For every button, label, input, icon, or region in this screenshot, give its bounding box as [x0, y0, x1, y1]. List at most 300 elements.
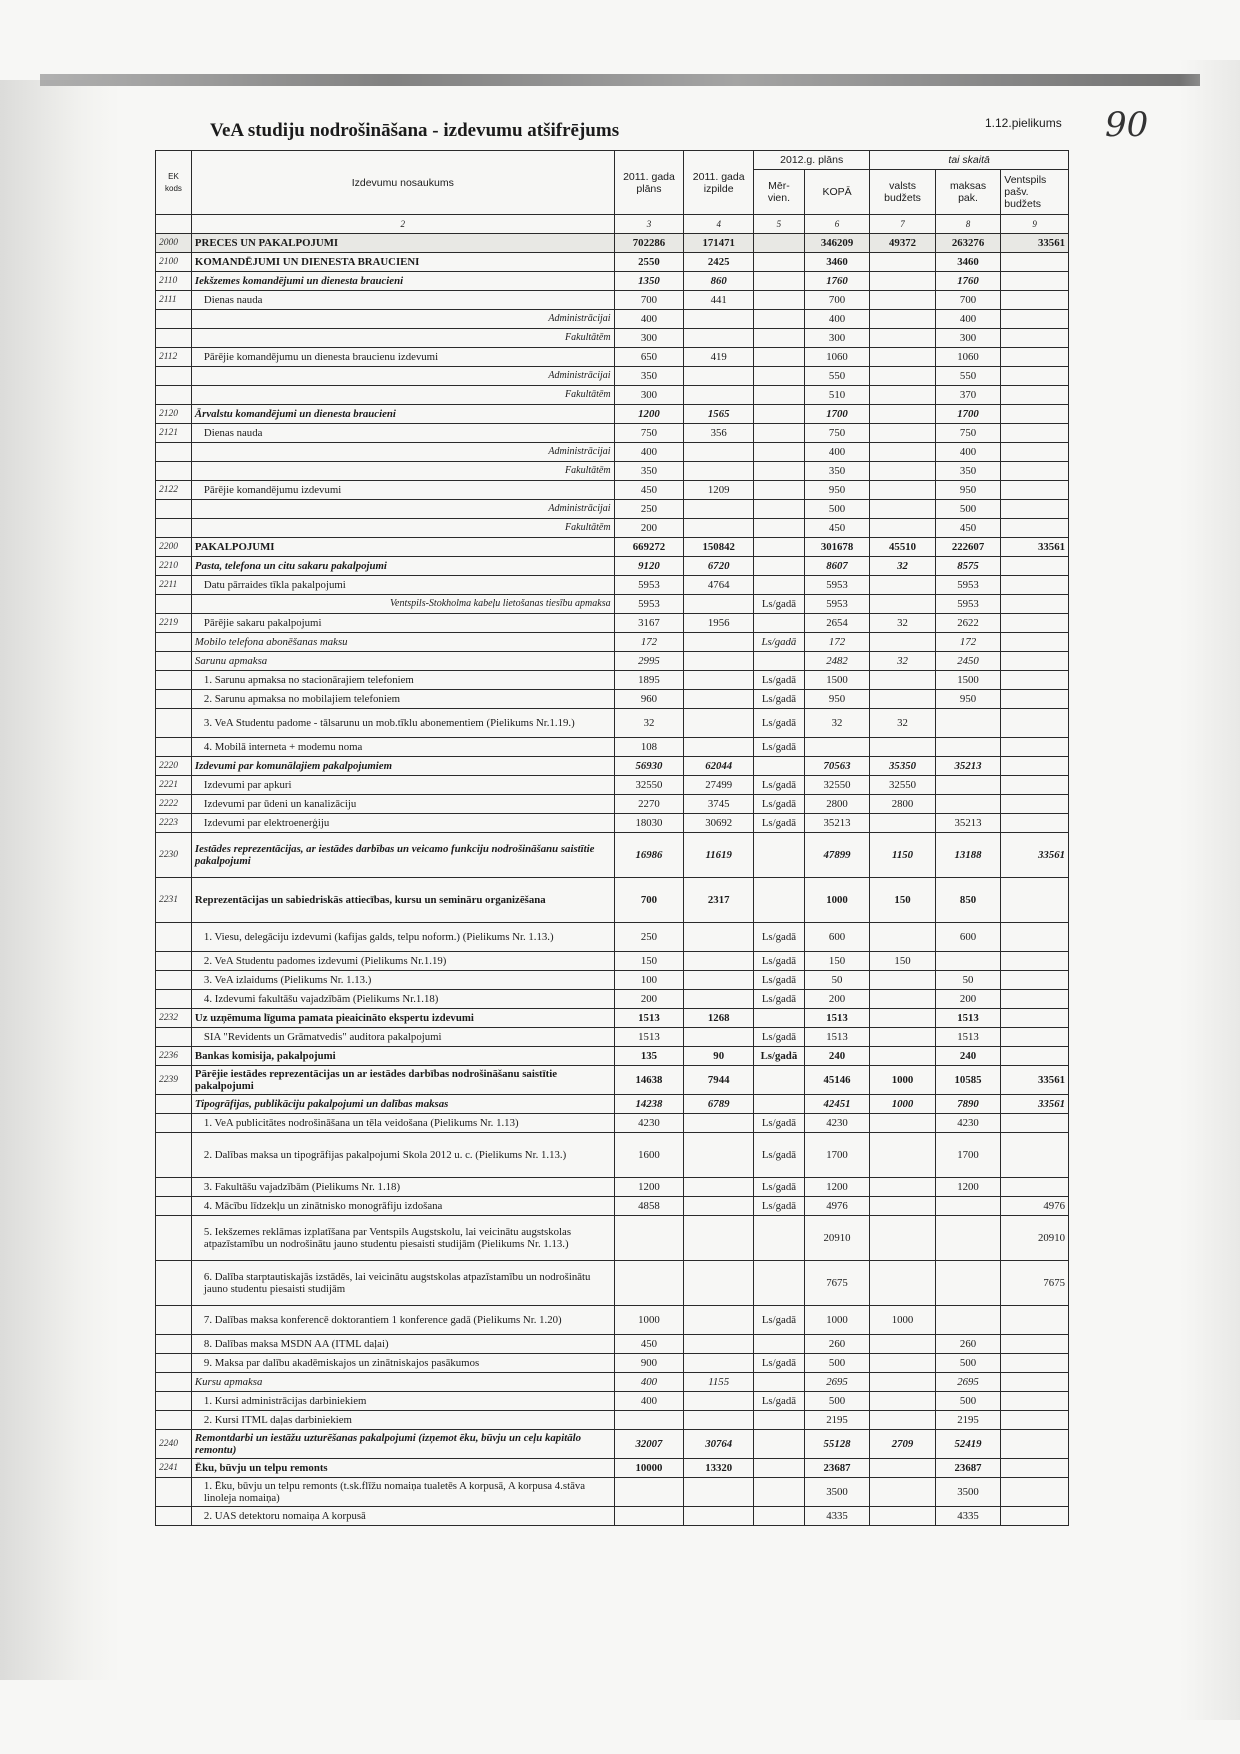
value-cell-c7 [870, 690, 936, 709]
value-cell-c6: 260 [804, 1335, 870, 1354]
value-cell-c6: 240 [804, 1047, 870, 1066]
expense-name-cell: Dienas nauda [191, 424, 614, 443]
table-row [156, 690, 1069, 709]
value-cell-c3: 702286 [614, 234, 684, 253]
value-cell-c8: 750 [935, 424, 1001, 443]
ek-code-cell [156, 1028, 192, 1047]
value-cell-c6: 3500 [804, 1478, 870, 1507]
value-cell-c8: 35213 [935, 814, 1001, 833]
value-cell-c5 [754, 462, 805, 481]
col-exec-2011: 2011. gada izpilde [684, 151, 754, 215]
value-cell-c7 [870, 576, 936, 595]
value-cell-c7 [870, 1373, 936, 1392]
value-cell-c3: 700 [614, 878, 684, 923]
value-cell-c3 [614, 1411, 684, 1430]
value-cell-c6: 150 [804, 952, 870, 971]
value-cell-c6 [804, 738, 870, 757]
value-cell-c9 [1001, 519, 1069, 538]
value-cell-c6: 750 [804, 424, 870, 443]
expense-name-cell: Pasta, telefona un citu sakaru pakalpojumi [191, 557, 614, 576]
value-cell-c6: 950 [804, 690, 870, 709]
value-cell-c4 [684, 1507, 754, 1526]
value-cell-c7 [870, 310, 936, 329]
value-cell-c3: 100 [614, 971, 684, 990]
value-cell-c8: 1513 [935, 1009, 1001, 1028]
value-cell-c4: 1155 [684, 1373, 754, 1392]
expense-name-cell: KOMANDĒJUMI UN DIENESTA BRAUCIENI [191, 253, 614, 272]
value-cell-c6: 1513 [804, 1028, 870, 1047]
value-cell-c6: 400 [804, 310, 870, 329]
value-cell-c9 [1001, 500, 1069, 519]
value-cell-c7 [870, 424, 936, 443]
value-cell-c3: 1513 [614, 1028, 684, 1047]
value-cell-c5 [754, 481, 805, 500]
value-cell-c9 [1001, 329, 1069, 348]
expense-name-cell: Izdevumi par elektroenerģiju [191, 814, 614, 833]
value-cell-c8: 1500 [935, 671, 1001, 690]
value-cell-c7: 45510 [870, 538, 936, 557]
table-body [156, 234, 1069, 1526]
value-cell-c8 [935, 1197, 1001, 1216]
value-cell-c4: 1565 [684, 405, 754, 424]
expense-name-cell: Ārvalstu komandējumi un dienesta braucieni [191, 405, 614, 424]
value-cell-c5 [754, 1009, 805, 1028]
value-cell-c9 [1001, 367, 1069, 386]
value-cell-c7: 32 [870, 652, 936, 671]
expense-name-cell: Pārējie komandējumu un dienesta braucienu izdevumi [191, 348, 614, 367]
value-cell-c5 [754, 1478, 805, 1507]
value-cell-c7: 2709 [870, 1430, 936, 1459]
value-cell-c4 [684, 1261, 754, 1306]
value-cell-c5: Ls/gadā [754, 923, 805, 952]
value-cell-c3: 2995 [614, 652, 684, 671]
value-cell-c5: Ls/gadā [754, 1028, 805, 1047]
value-cell-c6: 1500 [804, 671, 870, 690]
value-cell-c4 [684, 1411, 754, 1430]
expense-name-cell: 2. Dalības maksa un tipogrāfijas pakalpojumi Skola 2012 u. c. (Pielikums Nr. 1.13.) [191, 1133, 614, 1178]
value-cell-c3: 16986 [614, 833, 684, 878]
table-row [156, 272, 1069, 291]
value-cell-c7 [870, 1459, 936, 1478]
value-cell-c5: Ls/gadā [754, 1354, 805, 1373]
expense-name-cell: Kursu apmaksa [191, 1373, 614, 1392]
table-row [156, 633, 1069, 652]
value-cell-c3: 450 [614, 481, 684, 500]
value-cell-c6: 1700 [804, 1133, 870, 1178]
value-cell-c7 [870, 971, 936, 990]
ek-code-cell [156, 1373, 192, 1392]
value-cell-c6: 42451 [804, 1095, 870, 1114]
column-number: 4 [684, 215, 754, 234]
value-cell-c9: 33561 [1001, 1066, 1069, 1095]
value-cell-c5 [754, 234, 805, 253]
value-cell-c4: 2425 [684, 253, 754, 272]
value-cell-c3: 5953 [614, 576, 684, 595]
ek-code-cell [156, 1216, 192, 1261]
value-cell-c5 [754, 833, 805, 878]
value-cell-c9: 4976 [1001, 1197, 1069, 1216]
table-row [156, 253, 1069, 272]
value-cell-c9 [1001, 291, 1069, 310]
col-plan-2012: 2012.g. plāns [754, 151, 870, 170]
table-row [156, 576, 1069, 595]
ek-code-cell [156, 633, 192, 652]
expense-name-cell: 2. VeA Studentu padomes izdevumi (Pielikums Nr.1.19) [191, 952, 614, 971]
expense-name-cell: Datu pārraides tīkla pakalpojumi [191, 576, 614, 595]
ek-code-cell [156, 1114, 192, 1133]
value-cell-c9 [1001, 1354, 1069, 1373]
value-cell-c5 [754, 386, 805, 405]
column-number [156, 215, 192, 234]
value-cell-c8: 240 [935, 1047, 1001, 1066]
col-ventspils: Ventspils pašv. budžets [1001, 170, 1069, 215]
expense-name-cell: Izdevumi par ūdeni un kanalizāciju [191, 795, 614, 814]
ek-code-cell: 2223 [156, 814, 192, 833]
value-cell-c3: 1200 [614, 1178, 684, 1197]
value-cell-c3: 1513 [614, 1009, 684, 1028]
value-cell-c5 [754, 652, 805, 671]
value-cell-c3: 750 [614, 424, 684, 443]
value-cell-c9 [1001, 1028, 1069, 1047]
value-cell-c7: 1000 [870, 1306, 936, 1335]
value-cell-c3: 172 [614, 633, 684, 652]
value-cell-c6: 2195 [804, 1411, 870, 1430]
value-cell-c4 [684, 952, 754, 971]
value-cell-c5 [754, 291, 805, 310]
column-number: 2 [191, 215, 614, 234]
value-cell-c5: Ls/gadā [754, 1178, 805, 1197]
value-cell-c3: 1200 [614, 405, 684, 424]
table-row [156, 1216, 1069, 1261]
value-cell-c8: 3500 [935, 1478, 1001, 1507]
ek-code-cell: 2241 [156, 1459, 192, 1478]
value-cell-c9 [1001, 1459, 1069, 1478]
value-cell-c7 [870, 738, 936, 757]
value-cell-c4: 30764 [684, 1430, 754, 1459]
value-cell-c4: 2317 [684, 878, 754, 923]
value-cell-c7 [870, 1133, 936, 1178]
value-cell-c6: 8607 [804, 557, 870, 576]
value-cell-c5: Ls/gadā [754, 1197, 805, 1216]
value-cell-c5: Ls/gadā [754, 795, 805, 814]
value-cell-c6: 7675 [804, 1261, 870, 1306]
value-cell-c7 [870, 272, 936, 291]
value-cell-c9 [1001, 462, 1069, 481]
expense-name-cell: 2. Kursi ITML daļas darbiniekiem [191, 1411, 614, 1430]
value-cell-c8: 700 [935, 291, 1001, 310]
table-row [156, 971, 1069, 990]
value-cell-c4 [684, 386, 754, 405]
value-cell-c9 [1001, 386, 1069, 405]
value-cell-c9 [1001, 576, 1069, 595]
table-row [156, 1335, 1069, 1354]
value-cell-c8 [935, 1261, 1001, 1306]
value-cell-c7 [870, 814, 936, 833]
table-row [156, 538, 1069, 557]
table-row [156, 405, 1069, 424]
value-cell-c4 [684, 367, 754, 386]
ek-code-cell [156, 1507, 192, 1526]
value-cell-c7: 32 [870, 709, 936, 738]
ek-code-cell [156, 1261, 192, 1306]
ek-code-cell: 2211 [156, 576, 192, 595]
value-cell-c4: 11619 [684, 833, 754, 878]
value-cell-c5 [754, 348, 805, 367]
table-row [156, 1178, 1069, 1197]
scan-shadow-left [0, 80, 120, 1680]
table-row [156, 738, 1069, 757]
value-cell-c5 [754, 405, 805, 424]
value-cell-c7: 1000 [870, 1095, 936, 1114]
value-cell-c3: 2550 [614, 253, 684, 272]
value-cell-c9 [1001, 709, 1069, 738]
ek-code-cell [156, 1335, 192, 1354]
table-row [156, 833, 1069, 878]
value-cell-c8: 350 [935, 462, 1001, 481]
value-cell-c8: 2622 [935, 614, 1001, 633]
value-cell-c4: 860 [684, 272, 754, 291]
value-cell-c4 [684, 1028, 754, 1047]
value-cell-c4 [684, 990, 754, 1009]
table-row [156, 1028, 1069, 1047]
value-cell-c4 [684, 923, 754, 952]
col-maksas: maksas pak. [935, 170, 1001, 215]
value-cell-c4: 13320 [684, 1459, 754, 1478]
value-cell-c8: 4335 [935, 1507, 1001, 1526]
ek-code-cell [156, 519, 192, 538]
value-cell-c7 [870, 253, 936, 272]
ek-code-cell [156, 923, 192, 952]
value-cell-c9: 33561 [1001, 1095, 1069, 1114]
value-cell-c4 [684, 709, 754, 738]
value-cell-c8 [935, 709, 1001, 738]
value-cell-c5 [754, 878, 805, 923]
value-cell-c9 [1001, 971, 1069, 990]
column-number: 6 [804, 215, 870, 234]
value-cell-c8: 52419 [935, 1430, 1001, 1459]
ek-code-cell: 2221 [156, 776, 192, 795]
expense-name-cell: Reprezentācijas un sabiedriskās attiecības, kursu un semināru organizēšana [191, 878, 614, 923]
value-cell-c4: 419 [684, 348, 754, 367]
expense-name-cell: Ēku, būvju un telpu remonts [191, 1459, 614, 1478]
value-cell-c7: 32 [870, 557, 936, 576]
value-cell-c7: 35350 [870, 757, 936, 776]
value-cell-c5 [754, 500, 805, 519]
ek-code-cell [156, 1133, 192, 1178]
value-cell-c4: 6789 [684, 1095, 754, 1114]
ek-code-cell: 2236 [156, 1047, 192, 1066]
value-cell-c4: 90 [684, 1047, 754, 1066]
value-cell-c8: 260 [935, 1335, 1001, 1354]
table-row [156, 952, 1069, 971]
expense-name-cell: Iestādes reprezentācijas, ar iestādes darbības un veicamo funkciju nodrošināšanu saistītie pakalpojumi [191, 833, 614, 878]
value-cell-c7 [870, 1028, 936, 1047]
ek-code-cell [156, 952, 192, 971]
value-cell-c3: 450 [614, 1335, 684, 1354]
expense-name-cell: Dienas nauda [191, 291, 614, 310]
value-cell-c7 [870, 291, 936, 310]
value-cell-c5: Ls/gadā [754, 738, 805, 757]
value-cell-c9 [1001, 557, 1069, 576]
value-cell-c7 [870, 1411, 936, 1430]
value-cell-c5 [754, 1335, 805, 1354]
value-cell-c6: 2695 [804, 1373, 870, 1392]
value-cell-c8: 2695 [935, 1373, 1001, 1392]
value-cell-c8: 400 [935, 443, 1001, 462]
table-row [156, 795, 1069, 814]
value-cell-c3: 250 [614, 500, 684, 519]
table-row [156, 500, 1069, 519]
value-cell-c7 [870, 443, 936, 462]
value-cell-c5 [754, 329, 805, 348]
value-cell-c7 [870, 500, 936, 519]
ek-code-cell [156, 709, 192, 738]
value-cell-c7 [870, 1178, 936, 1197]
table-row [156, 814, 1069, 833]
value-cell-c8: 4230 [935, 1114, 1001, 1133]
ek-code-cell [156, 329, 192, 348]
value-cell-c4: 171471 [684, 234, 754, 253]
value-cell-c8: 13188 [935, 833, 1001, 878]
value-cell-c9 [1001, 671, 1069, 690]
value-cell-c4 [684, 595, 754, 614]
value-cell-c3: 4230 [614, 1114, 684, 1133]
value-cell-c3: 200 [614, 990, 684, 1009]
ek-code-cell: 2210 [156, 557, 192, 576]
expense-name-cell: 6. Dalība starptautiskajās izstādēs, lai veicinātu augstskolas atpazīstamību un nodrošinātu jauno studentu piesaisti studijām [191, 1261, 614, 1306]
table-row [156, 443, 1069, 462]
value-cell-c4 [684, 1114, 754, 1133]
value-cell-c8 [935, 1306, 1001, 1335]
value-cell-c6: 3460 [804, 253, 870, 272]
table-row [156, 291, 1069, 310]
value-cell-c8: 172 [935, 633, 1001, 652]
ek-code-cell [156, 462, 192, 481]
value-cell-c9 [1001, 923, 1069, 952]
value-cell-c9 [1001, 614, 1069, 633]
expense-name-cell: 7. Dalības maksa konferencē doktorantiem 1 konference gadā (Pielikums Nr. 1.20) [191, 1306, 614, 1335]
value-cell-c3: 1350 [614, 272, 684, 291]
expense-name-cell: 3. VeA izlaidums (Pielikums Nr. 1.13.) [191, 971, 614, 990]
value-cell-c6: 510 [804, 386, 870, 405]
value-cell-c8: 5953 [935, 595, 1001, 614]
value-cell-c4 [684, 443, 754, 462]
column-number: 3 [614, 215, 684, 234]
value-cell-c5: Ls/gadā [754, 814, 805, 833]
value-cell-c7 [870, 671, 936, 690]
value-cell-c7 [870, 1478, 936, 1507]
table-row [156, 923, 1069, 952]
value-cell-c9 [1001, 1114, 1069, 1133]
ek-code-cell: 2239 [156, 1066, 192, 1095]
table-row [156, 709, 1069, 738]
value-cell-c3: 700 [614, 291, 684, 310]
value-cell-c4: 62044 [684, 757, 754, 776]
expense-name-cell: 4. Mācību līdzekļu un zinātnisko monogrāfiju izdošana [191, 1197, 614, 1216]
table-row [156, 386, 1069, 405]
col-valsts: valsts budžets [870, 170, 936, 215]
value-cell-c9 [1001, 1411, 1069, 1430]
value-cell-c4 [684, 1306, 754, 1335]
value-cell-c6: 301678 [804, 538, 870, 557]
page-title: VeA studiju nodrošināšana - izdevumu atšifrējums [210, 120, 620, 141]
value-cell-c3: 650 [614, 348, 684, 367]
col-name: Izdevumu nosaukums [191, 151, 614, 215]
value-cell-c6: 700 [804, 291, 870, 310]
value-cell-c3: 350 [614, 462, 684, 481]
value-cell-c9 [1001, 757, 1069, 776]
table-row [156, 1392, 1069, 1411]
value-cell-c7 [870, 1392, 936, 1411]
value-cell-c8: 1700 [935, 1133, 1001, 1178]
expense-name-cell: Bankas komisija, pakalpojumi [191, 1047, 614, 1066]
value-cell-c8: 10585 [935, 1066, 1001, 1095]
value-cell-c7 [870, 329, 936, 348]
value-cell-c3: 2270 [614, 795, 684, 814]
value-cell-c8 [935, 776, 1001, 795]
value-cell-c4 [684, 462, 754, 481]
table-row [156, 1306, 1069, 1335]
table-row [156, 1009, 1069, 1028]
expense-name-cell: 2. Sarunu apmaksa no mobilajiem telefoniem [191, 690, 614, 709]
value-cell-c8: 500 [935, 1354, 1001, 1373]
value-cell-c4: 441 [684, 291, 754, 310]
value-cell-c8: 500 [935, 1392, 1001, 1411]
value-cell-c5 [754, 1507, 805, 1526]
value-cell-c7 [870, 348, 936, 367]
table-row [156, 757, 1069, 776]
value-cell-c8: 600 [935, 923, 1001, 952]
appendix-label: 1.12.pielikums [985, 116, 1062, 130]
table-row [156, 1478, 1069, 1507]
value-cell-c9 [1001, 814, 1069, 833]
expense-name-cell: Fakultātēm [191, 462, 614, 481]
value-cell-c5: Ls/gadā [754, 990, 805, 1009]
ek-code-cell: 2111 [156, 291, 192, 310]
value-cell-c7 [870, 519, 936, 538]
value-cell-c4 [684, 738, 754, 757]
value-cell-c7: 32 [870, 614, 936, 633]
value-cell-c6: 50 [804, 971, 870, 990]
value-cell-c3: 400 [614, 1373, 684, 1392]
value-cell-c8: 7890 [935, 1095, 1001, 1114]
value-cell-c3: 960 [614, 690, 684, 709]
value-cell-c3: 350 [614, 367, 684, 386]
col-kopa: KOPĀ [804, 170, 870, 215]
ek-code-cell [156, 367, 192, 386]
expense-name-cell: Izdevumi par apkuri [191, 776, 614, 795]
value-cell-c8: 300 [935, 329, 1001, 348]
value-cell-c4 [684, 1478, 754, 1507]
value-cell-c3: 150 [614, 952, 684, 971]
value-cell-c8: 5953 [935, 576, 1001, 595]
expense-name-cell: 1. Kursi administrācijas darbiniekiem [191, 1392, 614, 1411]
value-cell-c8: 2450 [935, 652, 1001, 671]
value-cell-c4 [684, 1197, 754, 1216]
expense-name-cell: Uz uzņēmuma līguma pamata pieaicināto ekspertu izdevumi [191, 1009, 614, 1028]
value-cell-c3: 400 [614, 1392, 684, 1411]
expense-name-cell: Pārējie komandējumu izdevumi [191, 481, 614, 500]
expense-name-cell: 3. Fakultāšu vajadzībām (Pielikums Nr. 1.18) [191, 1178, 614, 1197]
ek-code-cell [156, 738, 192, 757]
expense-name-cell: PAKALPOJUMI [191, 538, 614, 557]
value-cell-c3 [614, 1507, 684, 1526]
value-cell-c8: 3460 [935, 253, 1001, 272]
value-cell-c3: 108 [614, 738, 684, 757]
value-cell-c4: 1956 [684, 614, 754, 633]
value-cell-c6: 32 [804, 709, 870, 738]
value-cell-c9 [1001, 1133, 1069, 1178]
